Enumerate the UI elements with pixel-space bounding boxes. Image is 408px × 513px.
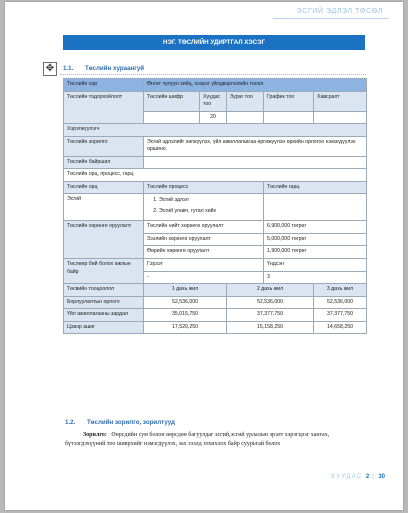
goal-paragraph [65, 431, 365, 448]
cell-value: 20 [200, 111, 227, 124]
column-header: Төслийн орц [64, 181, 144, 194]
header-rule [273, 18, 389, 19]
cell-label: Борлуулалтын орлого [64, 296, 144, 309]
cell-value: 52,536,000 [227, 296, 314, 309]
table-row [64, 284, 367, 297]
cell-label: Зээлийн хөрөнгө оруулалт [144, 233, 264, 246]
section-number: 1.2. [65, 419, 76, 426]
table-row [64, 79, 367, 92]
cell-value: 14,658,250 [314, 321, 367, 334]
cell-label: Үйл ажиллагааны зардал [64, 309, 144, 322]
section-underline [60, 74, 366, 75]
table-row [64, 136, 367, 156]
table-row [64, 194, 367, 221]
cell-value: 37,377,750 [314, 309, 367, 322]
table-row [64, 169, 367, 182]
column-header: 3 дахь жил [314, 284, 367, 297]
cell-label: Хэрэгжүүлэгч [64, 124, 367, 137]
cell-value: Өнгөт чулуун хийц, хээрэг үйлдвэрлэлийн төсөл [144, 79, 367, 92]
cell-value: 5,000,000 төгрөг [264, 233, 367, 246]
section-title: Төслийн хураангуй [85, 65, 145, 72]
cell-value: 15,158,250 [227, 321, 314, 334]
cell-label: Төслийн байршил [64, 156, 144, 169]
cell-value [144, 156, 367, 169]
cell-value [264, 194, 367, 221]
list-item: 1. Эсгий эдлэл [159, 197, 260, 205]
cell-label: Төслөөр бий болох ажлын байр [64, 258, 144, 283]
column-header: Төслийн процесс [144, 181, 264, 194]
table-row [64, 221, 367, 234]
page-number: 2 [365, 474, 370, 480]
cell-label: Цэвэр ашиг [64, 321, 144, 334]
column-header: График тоо [264, 91, 314, 111]
paragraph-label: Зорилго: [83, 432, 107, 438]
cell-label: Төсвийн тооцоолол [64, 284, 144, 297]
cell-label: Төслийн зорилго [64, 136, 144, 156]
document-page [5, 2, 403, 510]
cell-value: - [144, 271, 264, 284]
table-row [64, 181, 367, 194]
column-header: 2 дахь жил [227, 284, 314, 297]
cell-value [314, 111, 367, 124]
cell-value: 37,377,750 [227, 309, 314, 322]
column-header: Гэрээт [144, 258, 264, 271]
column-header: Хавсралт [314, 91, 367, 111]
column-header: Хүүдас тоо [200, 91, 227, 111]
section-number: 1.1. [63, 65, 74, 72]
cell-value: Эсгий [64, 194, 144, 221]
section-title: Төслийн зорилго, зорилтууд [87, 419, 175, 426]
table-row [64, 321, 367, 334]
table-move-handle-icon[interactable]: ✥ [43, 62, 57, 76]
cell-value: Эсгий эдлэлийг хөгжүүлэх, үйл ажиллагаагаа өргөжүүлэн өрхийн орлогоо нэмэгдүүлэх оршино. [144, 136, 367, 156]
column-header: Төслийн шифр [144, 91, 200, 111]
process-steps-list [147, 197, 260, 215]
list-item: 2. Эсгий улавч, гутал хийх [159, 208, 260, 216]
cell-label: Төслийн орц, процесс, гарц [64, 169, 367, 182]
paragraph-text: Өөрсдийн сум болон өөрсдөө багуулдаг эсгий,эсгий урлалын эрэлт хэрэгцээг хангах, бүтээгдэхүүний тоо шиврхийг нэмэгдүүлэх, зах зээлд зохихлох байр суурьтай болох [65, 432, 330, 447]
table-row [64, 296, 367, 309]
footer-separator: | [369, 474, 379, 480]
column-header: Үндсэн [264, 258, 367, 271]
process-steps-cell [144, 194, 264, 221]
cell-label: Өөрийн хөрөнгө оруулалт [144, 246, 264, 259]
table-row [64, 258, 367, 271]
cell-value: 1,900,000 төгрөг [264, 246, 367, 259]
section-heading-1-2 [65, 419, 175, 426]
table-row [64, 124, 367, 137]
table-row [64, 156, 367, 169]
cell-value: 35,015,750 [144, 309, 227, 322]
page-footer [331, 474, 385, 480]
cell-value: 52,536,000 [314, 296, 367, 309]
footer-label: ХУУДАС [330, 474, 363, 480]
cell-label: Төслийн хөрөнгө оруулалт [64, 221, 144, 259]
cell-label: Төслийн тодорхойлолт [64, 91, 144, 124]
table-row [64, 309, 367, 322]
project-summary-table [63, 78, 367, 334]
cell-value [144, 111, 200, 124]
chapter-title-bar: НЭГ. ТӨСЛИЙН УДИРТГАЛ ХЭСЭГ [63, 35, 365, 50]
column-header: Төслийн гарц [264, 181, 367, 194]
column-header: 1 дахь жил [144, 284, 227, 297]
column-header: Зураг тоо [227, 91, 264, 111]
cell-value: 6,900,000 төгрөг [264, 221, 367, 234]
cell-value: 3 [264, 271, 367, 284]
cell-label: Төслийн нийт хөрөнгө оруулалт [144, 221, 264, 234]
cell-label: Төслийн нэр [64, 79, 144, 92]
section-heading-1-1 [63, 65, 144, 72]
cell-value: 52,536,000 [144, 296, 227, 309]
cell-value [227, 111, 264, 124]
cell-value: 17,520,250 [144, 321, 227, 334]
page-total: 30 [378, 474, 385, 480]
cell-value [264, 111, 314, 124]
running-header: ЭСГИЙ ЭДЛЭЛ ТӨСӨЛ [296, 8, 383, 15]
table-row [64, 91, 367, 111]
